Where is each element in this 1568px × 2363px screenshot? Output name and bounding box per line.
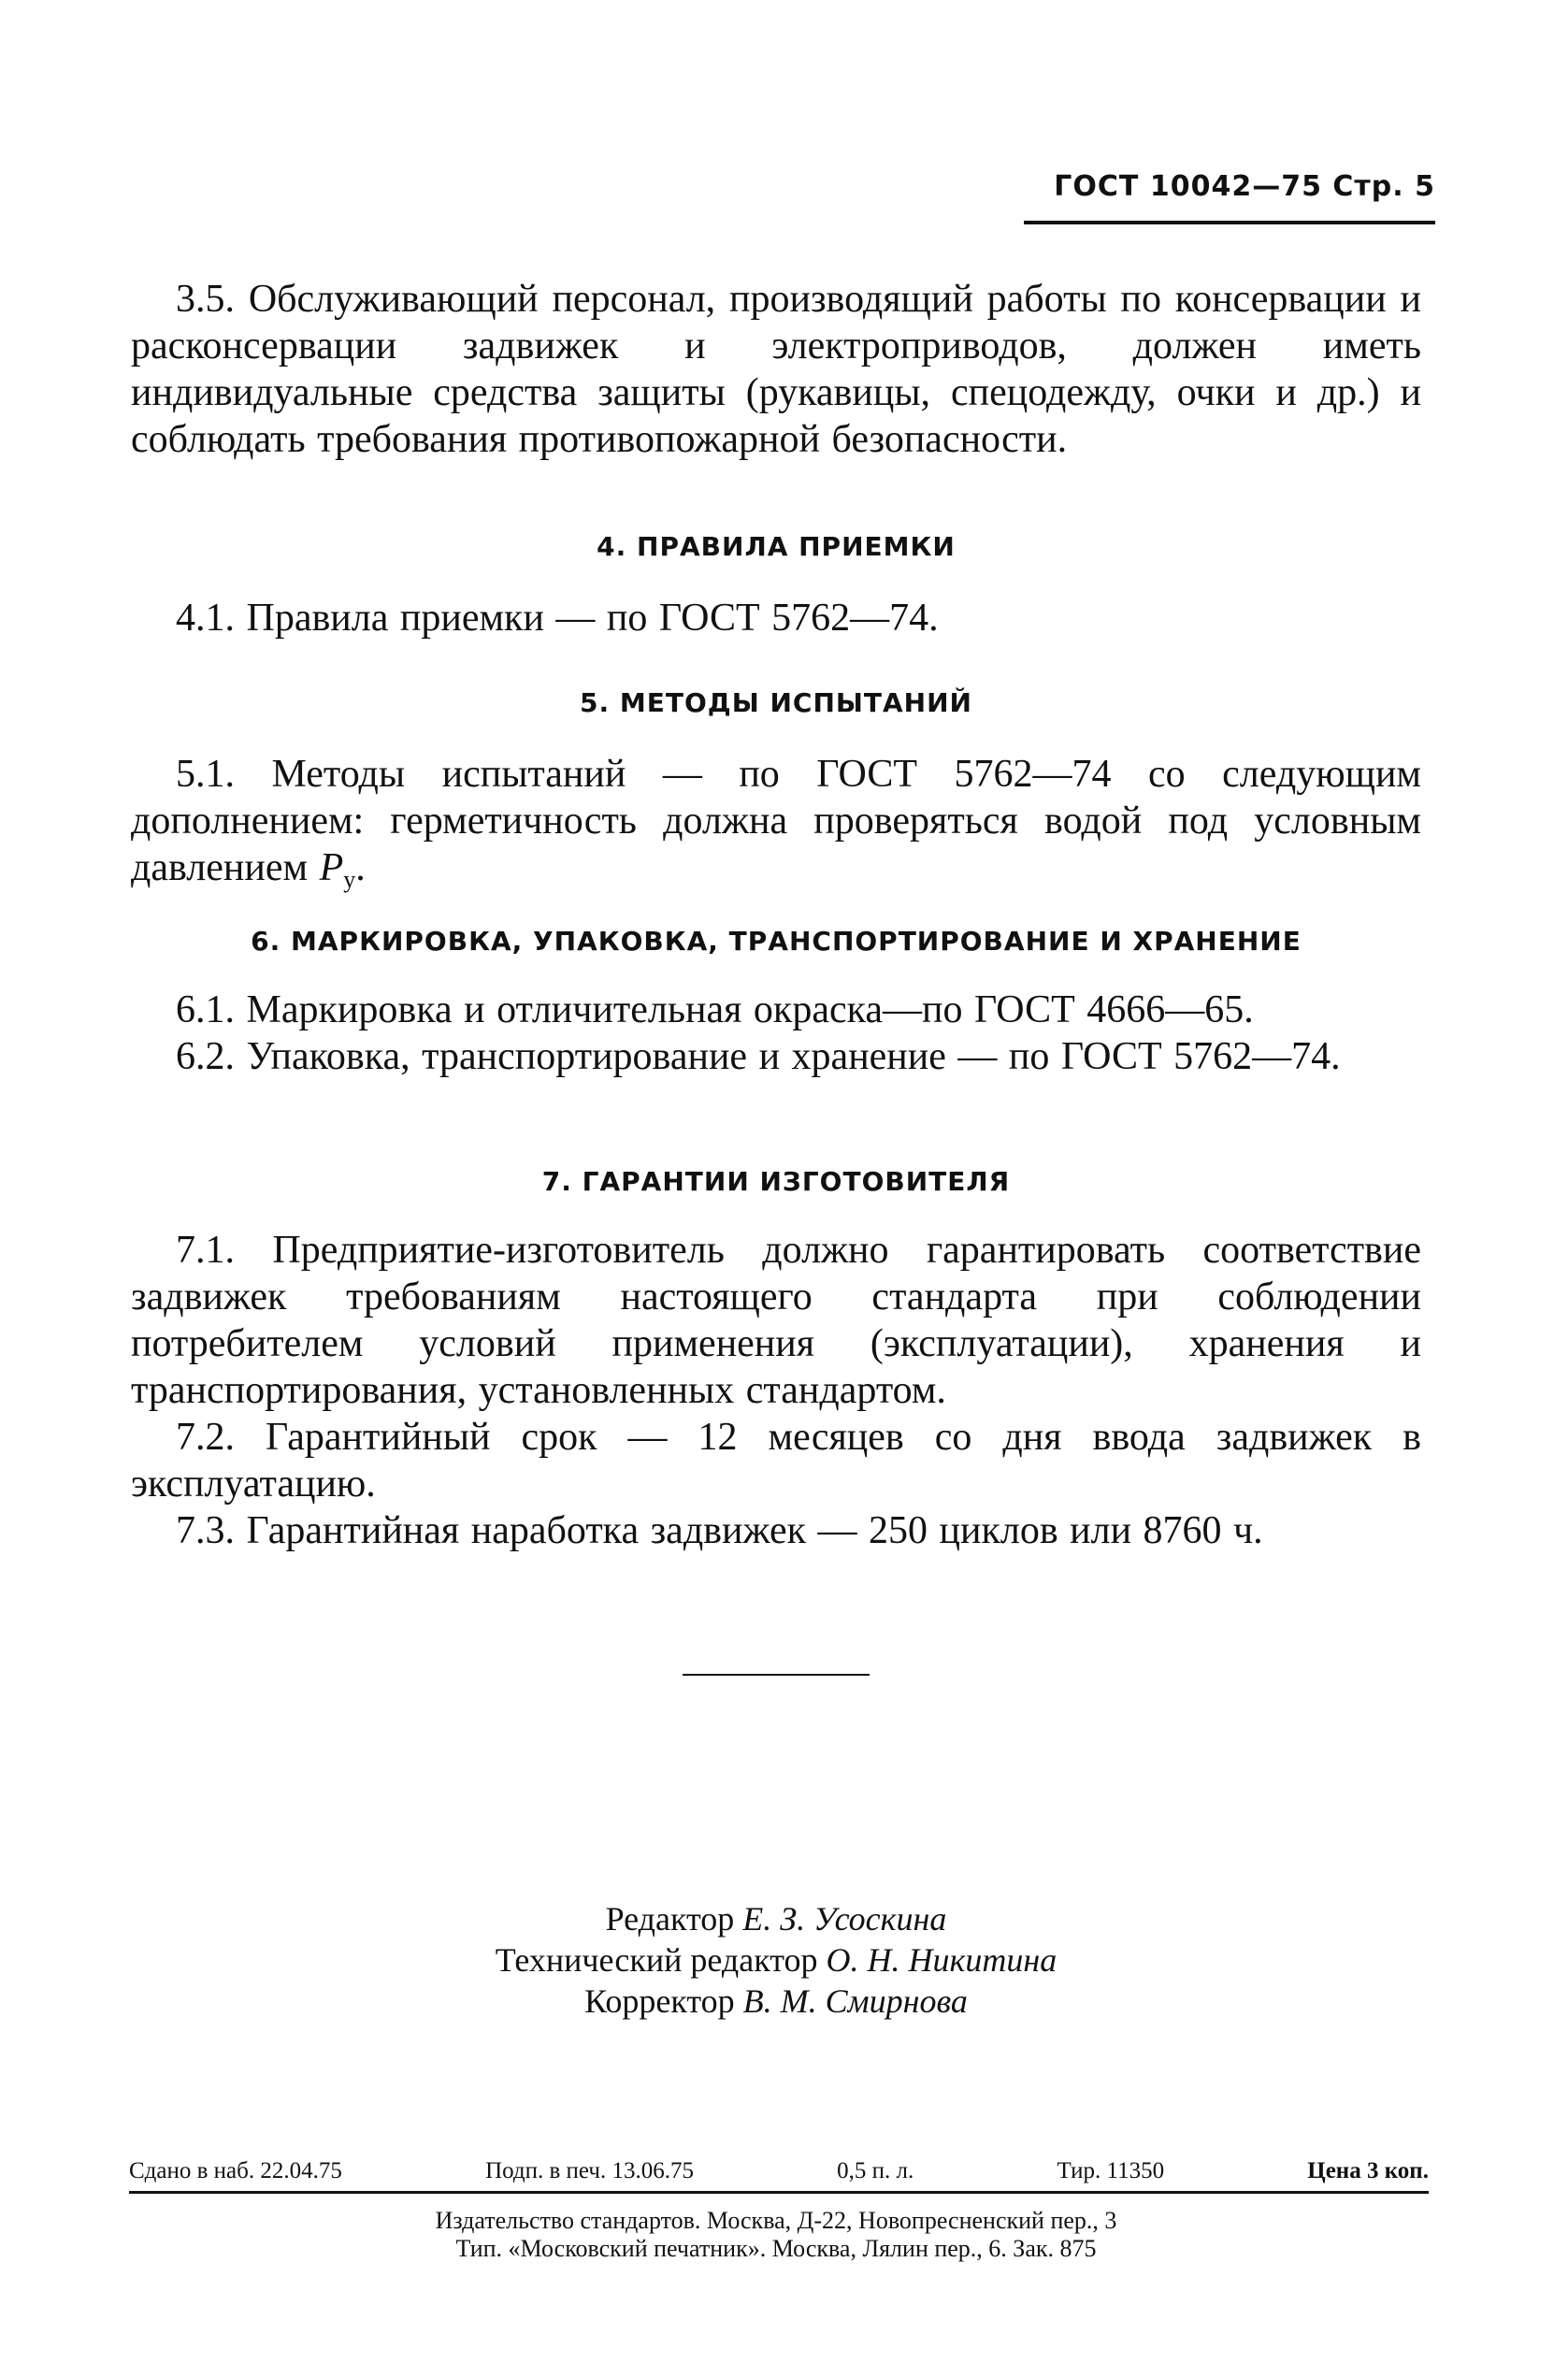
- imprint-submitted: Сдано в наб. 22.04.75: [129, 2158, 342, 2183]
- page-header: ГОСТ 10042—75 Стр. 5: [1054, 170, 1435, 203]
- imprint-signed: Подп. в печ. 13.06.75: [485, 2158, 694, 2183]
- section-6: [131, 987, 1421, 1080]
- heading-section-7: 7. ГАРАНТИИ ИЗГОТОВИТЕЛЯ: [541, 1166, 1011, 1197]
- paragraph-5-1-text: 5.1. Методы испытаний — по ГОСТ 5762—74 со следующим дополнением: герметичность должна проверяться водой под условным давлением: [131, 753, 1421, 889]
- heading-section-6: 6. МАРКИРОВКА, УПАКОВКА, ТРАНСПОРТИРОВАНИЕ И ХРАНЕНИЕ: [251, 926, 1302, 957]
- paragraph-7-3: 7.3. Гарантийная наработка задвижек — 250 циклов или 8760 ч.: [176, 1509, 1263, 1552]
- section-5-1: [131, 751, 1421, 903]
- paragraph-5-1-end: .: [355, 846, 366, 889]
- section-3-5: [131, 276, 1421, 463]
- paragraph-6-2: 6.2. Упаковка, транспортирование и хранение — по ГОСТ 5762—74.: [176, 1035, 1341, 1078]
- imprint-print-run: Тир. 11350: [1057, 2158, 1165, 2183]
- publisher-line-1: Издательство стандартов. Москва, Д-22, Новопресненский пер., 3: [435, 2207, 1117, 2234]
- imprint-sheets: 0,5 п. л.: [837, 2158, 914, 2183]
- heading-section-4: 4. ПРАВИЛА ПРИЕМКИ: [597, 531, 956, 562]
- corrector-line: Корректор В. М. Смирнова: [584, 1982, 968, 2020]
- paragraph-7-2: 7.2. Гарантийный срок — 12 месяцев со дня ввода задвижек в эксплуатацию.: [131, 1416, 1421, 1506]
- publisher-info: [131, 2207, 1421, 2263]
- pressure-subscript: у: [343, 866, 356, 893]
- section-7: [131, 1227, 1421, 1554]
- publisher-line-2: Тип. «Московский печатник». Москва, Лялин пер., 6. Зак. 875: [455, 2235, 1097, 2262]
- editor-line: Редактор Е. З. Усоскина: [605, 1900, 947, 1938]
- paragraph-7-1: 7.1. Предприятие-изготовитель должно гарантировать соответствие задвижек требованиям настоящего стандарта при соблюдении потребителем условий применения (эксплуатации), хранения и транспортирования, установленных стандартом.: [131, 1229, 1421, 1412]
- header-rule: [1024, 221, 1435, 224]
- imprint-line: [129, 2158, 1429, 2184]
- tech-editor-line: Технический редактор О. Н. Никитина: [495, 1941, 1057, 1979]
- paragraph-4-1: 4.1. Правила приемки — по ГОСТ 5762—74.: [176, 597, 939, 640]
- end-rule: [683, 1674, 870, 1676]
- pressure-symbol: P: [319, 846, 344, 889]
- paragraph-3-5: 3.5. Обслуживающий персонал, производящий работы по консервации и расконсервации задвижек и электроприводов, должен иметь индивидуальные средства защиты (рукавицы, спецодежду, очки и др.) и соблюдать требования противопожарной безопасности.: [131, 278, 1421, 461]
- imprint-price: Цена 3 коп.: [1307, 2158, 1429, 2183]
- credits: [131, 1898, 1421, 2022]
- paragraph-6-1: 6.1. Маркировка и отличительная окраска—по ГОСТ 4666—65.: [176, 988, 1254, 1031]
- paragraph-5-1: [131, 751, 1421, 903]
- imprint-rule: [129, 2191, 1429, 2194]
- section-4-1: [131, 595, 1421, 641]
- heading-section-5: 5. МЕТОДЫ ИСПЫТАНИЙ: [580, 687, 972, 718]
